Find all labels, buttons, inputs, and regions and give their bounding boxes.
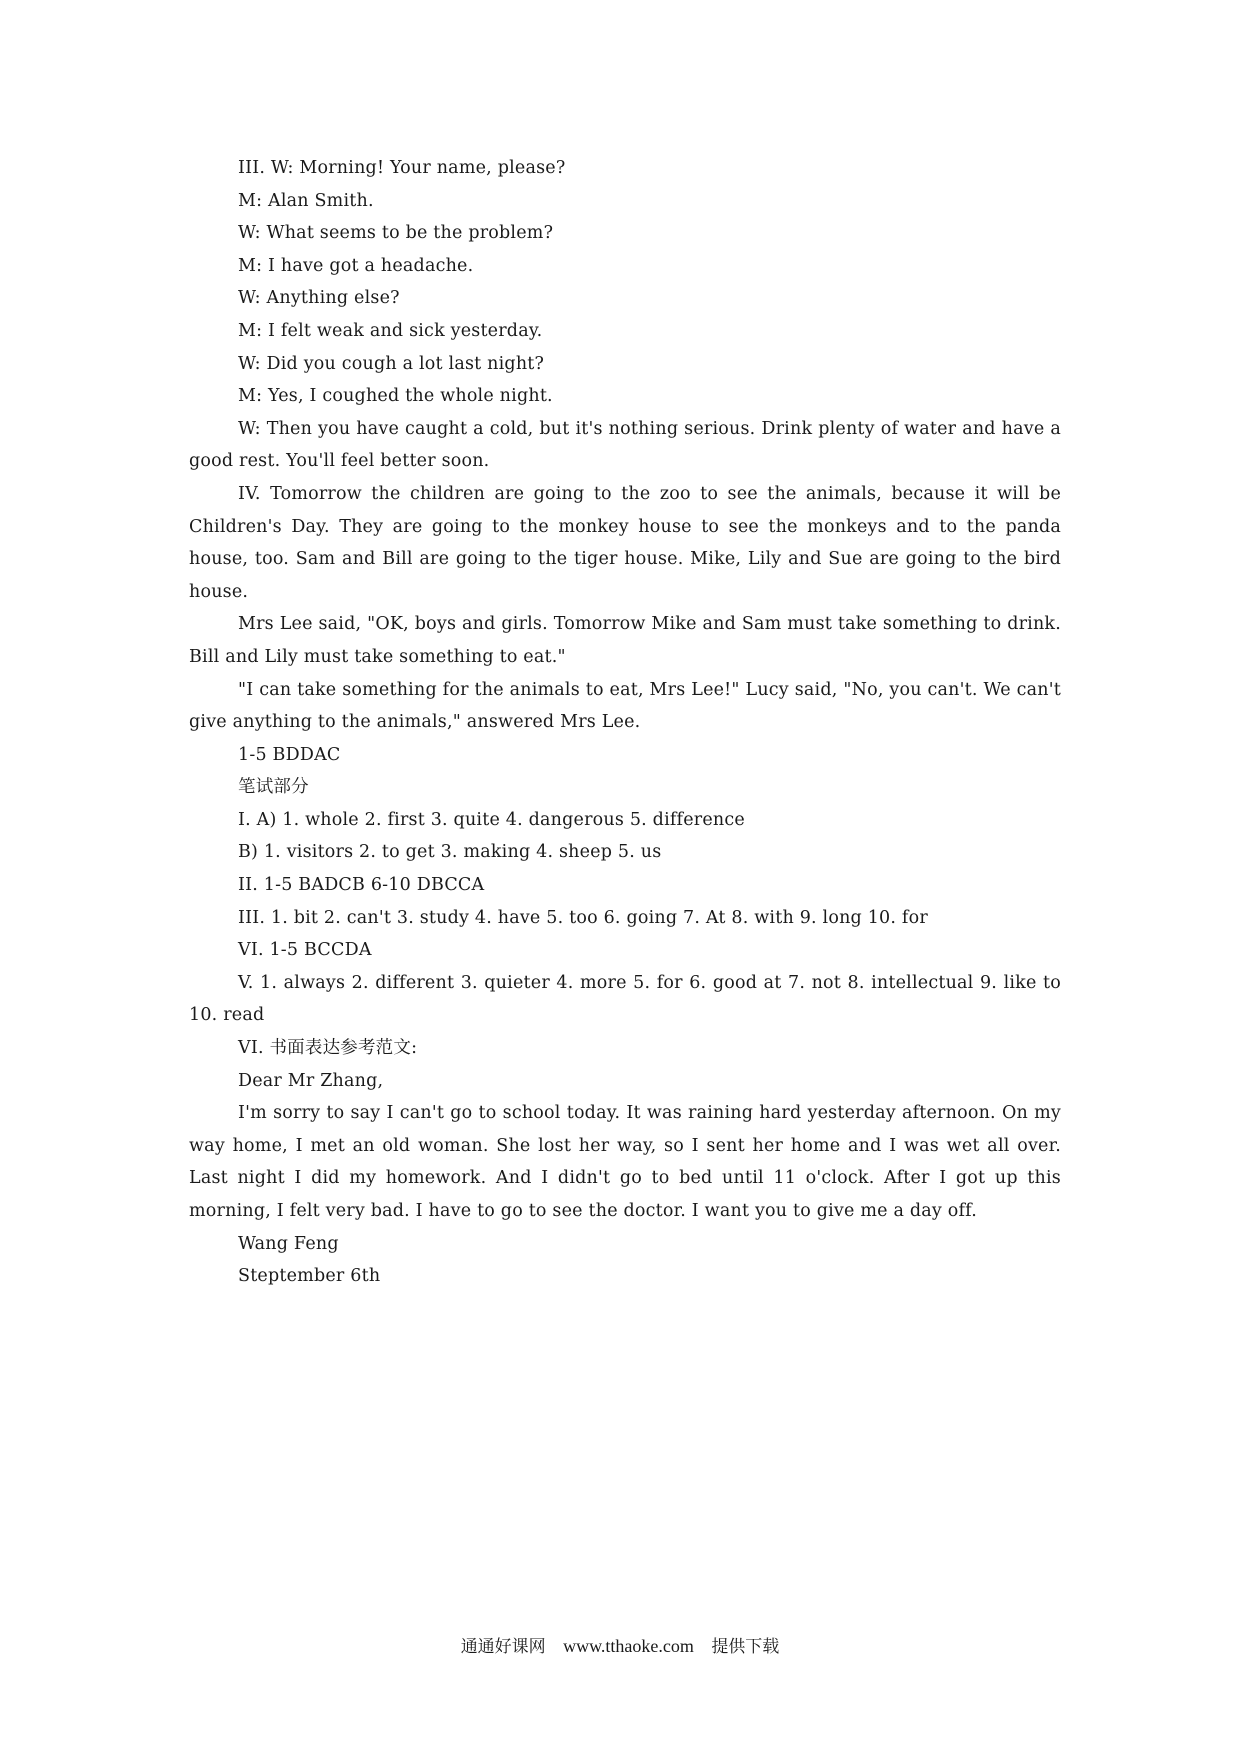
listening-iv-quote-1: Mrs Lee said, "OK, boys and girls. Tomorrow Mike and Sam must take something to drink. Bill and Lily must take something to eat."	[189, 614, 1067, 667]
page-footer	[0, 1634, 1240, 1659]
section-heading-written: 笔试部分	[238, 777, 309, 798]
listening-iii-line-5: W: Anything else?	[238, 288, 400, 309]
document-body	[189, 152, 1067, 1293]
listening-iii-line-7: W: Did you cough a lot last night?	[238, 353, 545, 374]
answer-vi-choice: VI. 1-5 BCCDA	[238, 940, 372, 961]
listening-iv-paragraph: IV. Tomorrow the children are going to the zoo to see the animals, because it will be Children's Day. They are going to the monkey house to see the monkeys and to the panda house, too. Sam and Bill are going to the tiger house. Mike, Lily and Sue are going to the bird house.	[189, 483, 1067, 602]
listening-iv-quote-2: "I can take something for the animals to eat, Mrs Lee!" Lucy said, "No, you can't. We can't give anything to the animals," answered Mrs Lee.	[189, 679, 1067, 733]
listening-iii-line-4: M: I have got a headache.	[238, 255, 474, 276]
answer-i-a: I. A) 1. whole 2. first 3. quite 4. dangerous 5. difference	[238, 809, 745, 830]
listening-iii-line-8: M: Yes, I coughed the whole night.	[238, 386, 553, 407]
letter-salutation: Dear Mr Zhang,	[238, 1070, 384, 1091]
footer-url-link[interactable]: www.tthaoke.com	[563, 1636, 694, 1656]
letter-date: Steptember 6th	[238, 1266, 381, 1287]
answer-ii: II. 1-5 BADCB 6-10 DBCCA	[238, 875, 485, 896]
listening-iii-line-6: M: I felt weak and sick yesterday.	[238, 320, 543, 341]
listening-iii-line-9: W: Then you have caught a cold, but it's nothing serious. Drink plenty of water and have a good rest. You'll feel better soon.	[189, 418, 1067, 472]
listening-iii-line-1: III. W: Morning! Your name, please?	[238, 158, 566, 178]
listening-iii-line-3: W: What seems to be the problem?	[238, 223, 554, 244]
section-heading-writing: VI. 书面表达参考范文:	[238, 1038, 418, 1059]
answer-listening-iv: 1-5 BDDAC	[238, 744, 341, 765]
answer-iii: III. 1. bit 2. can't 3. study 4. have 5. too 6. going 7. At 8. with 9. long 10. for	[238, 907, 928, 928]
answer-v: V. 1. always 2. different 3. quieter 4. more 5. for 6. good at 7. not 8. intellectual 9. like to 10. read	[189, 972, 1067, 1026]
letter-body: I'm sorry to say I can't go to school today. It was raining hard yesterday afternoon. On my way home, I met an old woman. She lost her way, so I sent her home and I was wet all over. Last night I did my homework. And I didn't go to bed until 11 o'clock. After I got up this morning, I felt very bad. I have to go to see the doctor. I want you to give me a day off.	[189, 1103, 1067, 1221]
answer-i-b: B) 1. visitors 2. to get 3. making 4. sheep 5. us	[238, 842, 662, 863]
footer-suffix: 提供下载	[711, 1637, 780, 1657]
footer-site-name: 通通好课网	[460, 1637, 546, 1657]
listening-iii-line-2: M: Alan Smith.	[238, 190, 374, 211]
letter-signature: Wang Feng	[238, 1233, 339, 1254]
